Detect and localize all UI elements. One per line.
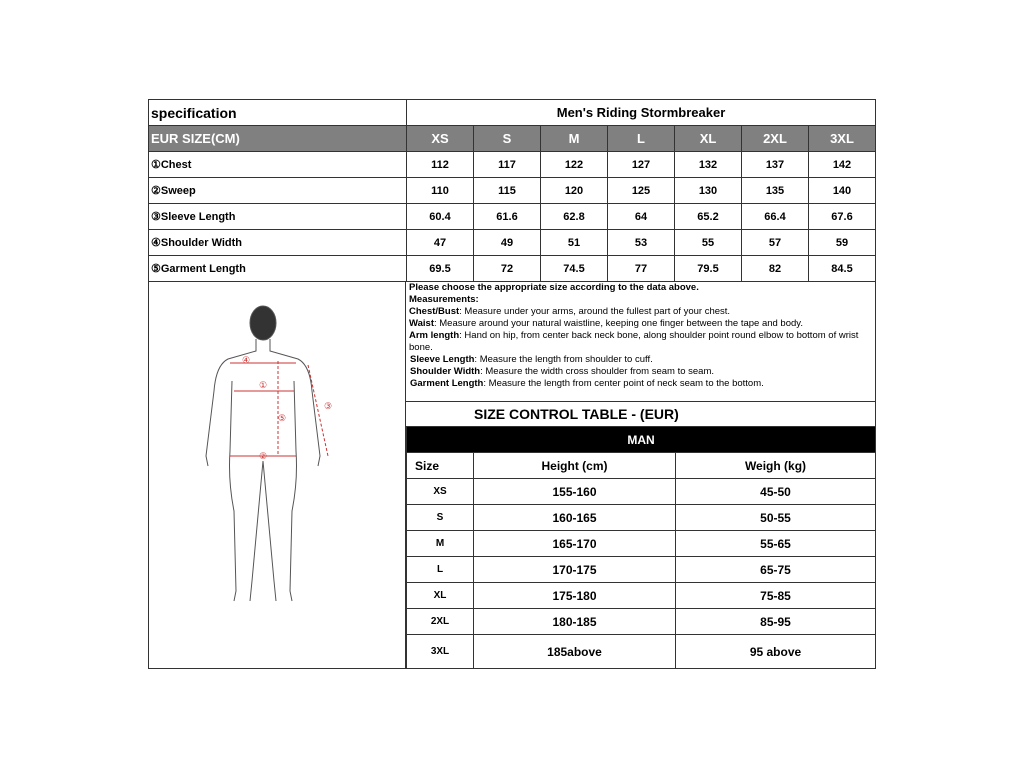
notes-intro: Please choose the appropriate size according to the data above. (409, 282, 699, 293)
row-label: ⑤Garment Length (149, 256, 407, 282)
spec-value: 135 (742, 178, 809, 204)
spec-value: 120 (541, 178, 608, 204)
product-title: Men's Riding Stormbreaker (407, 100, 876, 126)
spec-value: 65.2 (675, 204, 742, 230)
spec-value: 62.8 (541, 204, 608, 230)
size-2xl: 2XL (742, 126, 809, 152)
size-xs: XS (407, 126, 474, 152)
control-weight: 65-75 (676, 557, 876, 583)
control-height: 155-160 (474, 479, 676, 505)
note-text: : Measure the length from shoulder to cuff. (474, 354, 653, 365)
control-weight: 50-55 (676, 505, 876, 531)
spec-value: 140 (809, 178, 876, 204)
spec-value: 66.4 (742, 204, 809, 230)
control-row (407, 479, 876, 505)
control-weight: 45-50 (676, 479, 876, 505)
spec-row (149, 152, 876, 178)
size-m: M (541, 126, 608, 152)
control-height: 185above (474, 635, 676, 669)
note-item (409, 378, 873, 390)
spec-value: 74.5 (541, 256, 608, 282)
col-height: Height (cm) (474, 453, 676, 479)
control-weight: 95 above (676, 635, 876, 669)
control-size: S (407, 505, 474, 531)
col-size: Size (407, 453, 474, 479)
spec-value: 61.6 (474, 204, 541, 230)
spec-value: 59 (809, 230, 876, 256)
control-height: 170-175 (474, 557, 676, 583)
marker-4: ④ (241, 355, 251, 365)
spec-value: 132 (675, 152, 742, 178)
note-term: Garment Length (410, 378, 484, 389)
marker-2: ② (258, 451, 268, 461)
group-man: MAN (407, 427, 876, 453)
control-height: 180-185 (474, 609, 676, 635)
control-size: XS (407, 479, 474, 505)
spec-value: 112 (407, 152, 474, 178)
spec-value: 77 (608, 256, 675, 282)
spec-value: 64 (608, 204, 675, 230)
spec-value: 110 (407, 178, 474, 204)
spec-value: 115 (474, 178, 541, 204)
row-label: ③Sleeve Length (149, 204, 407, 230)
spec-value: 79.5 (675, 256, 742, 282)
spec-row (149, 204, 876, 230)
body-figure (148, 281, 406, 669)
spec-value: 55 (675, 230, 742, 256)
control-size: 3XL (407, 635, 474, 669)
note-term: Arm length (409, 330, 460, 341)
body-outline-icon (148, 281, 406, 669)
control-row (407, 609, 876, 635)
note-text: : Measure the width cross shoulder from seam to seam. (480, 366, 715, 377)
marker-3: ③ (323, 401, 333, 411)
spec-value: 117 (474, 152, 541, 178)
spec-value: 84.5 (809, 256, 876, 282)
control-size: 2XL (407, 609, 474, 635)
specification-table (148, 99, 876, 282)
spec-value: 82 (742, 256, 809, 282)
size-s: S (474, 126, 541, 152)
spec-value: 125 (608, 178, 675, 204)
control-weight: 75-85 (676, 583, 876, 609)
size-3xl: 3XL (809, 126, 876, 152)
spec-value: 51 (541, 230, 608, 256)
spec-value: 47 (407, 230, 474, 256)
spec-value: 53 (608, 230, 675, 256)
spec-row (149, 178, 876, 204)
spec-value: 57 (742, 230, 809, 256)
control-height: 165-170 (474, 531, 676, 557)
note-item (409, 366, 873, 378)
spec-value: 130 (675, 178, 742, 204)
control-row (407, 505, 876, 531)
marker-5: ⑤ (277, 413, 287, 423)
row-label: ②Sweep (149, 178, 407, 204)
note-term: Waist (409, 318, 434, 329)
control-row (407, 557, 876, 583)
control-size: L (407, 557, 474, 583)
spec-row (149, 256, 876, 282)
note-item (409, 354, 873, 366)
size-control-title: SIZE CONTROL TABLE - (EUR) (406, 401, 876, 426)
col-weight: Weigh (kg) (676, 453, 876, 479)
note-term: Sleeve Length (410, 354, 475, 365)
note-item (409, 318, 873, 330)
control-weight: 55-65 (676, 531, 876, 557)
spec-value: 67.6 (809, 204, 876, 230)
spec-value: 122 (541, 152, 608, 178)
control-size: XL (407, 583, 474, 609)
spec-value: 60.4 (407, 204, 474, 230)
measurement-notes (406, 281, 876, 401)
size-control-table (406, 426, 876, 669)
notes-heading: Measurements: (409, 294, 479, 305)
note-item (409, 306, 873, 318)
control-height: 160-165 (474, 505, 676, 531)
spec-value: 69.5 (407, 256, 474, 282)
spec-value: 127 (608, 152, 675, 178)
note-item (409, 330, 873, 354)
control-row (407, 635, 876, 669)
spec-row (149, 230, 876, 256)
size-header: EUR SIZE(CM) (149, 126, 407, 152)
control-height: 175-180 (474, 583, 676, 609)
spec-value: 72 (474, 256, 541, 282)
size-xl: XL (675, 126, 742, 152)
row-label: ①Chest (149, 152, 407, 178)
control-size: M (407, 531, 474, 557)
spec-value: 142 (809, 152, 876, 178)
note-term: Chest/Bust (409, 306, 460, 317)
control-row (407, 583, 876, 609)
note-text: : Measure the length from center point of neck seam to the bottom. (483, 378, 764, 389)
row-label: ④Shoulder Width (149, 230, 407, 256)
size-l: L (608, 126, 675, 152)
marker-1: ① (258, 380, 268, 390)
spec-label: specification (149, 100, 407, 126)
note-text: : Measure under your arms, around the fullest part of your chest. (459, 306, 731, 317)
spec-value: 137 (742, 152, 809, 178)
spec-value: 49 (474, 230, 541, 256)
note-text: : Measure around your natural waistline, keeping one finger between the tape and body. (433, 318, 803, 329)
control-weight: 85-95 (676, 609, 876, 635)
note-term: Shoulder Width (410, 366, 481, 377)
control-row (407, 531, 876, 557)
note-text: : Hand on hip, from center back neck bone, along shoulder point round elbow to bottom of wrist bone. (409, 330, 859, 353)
